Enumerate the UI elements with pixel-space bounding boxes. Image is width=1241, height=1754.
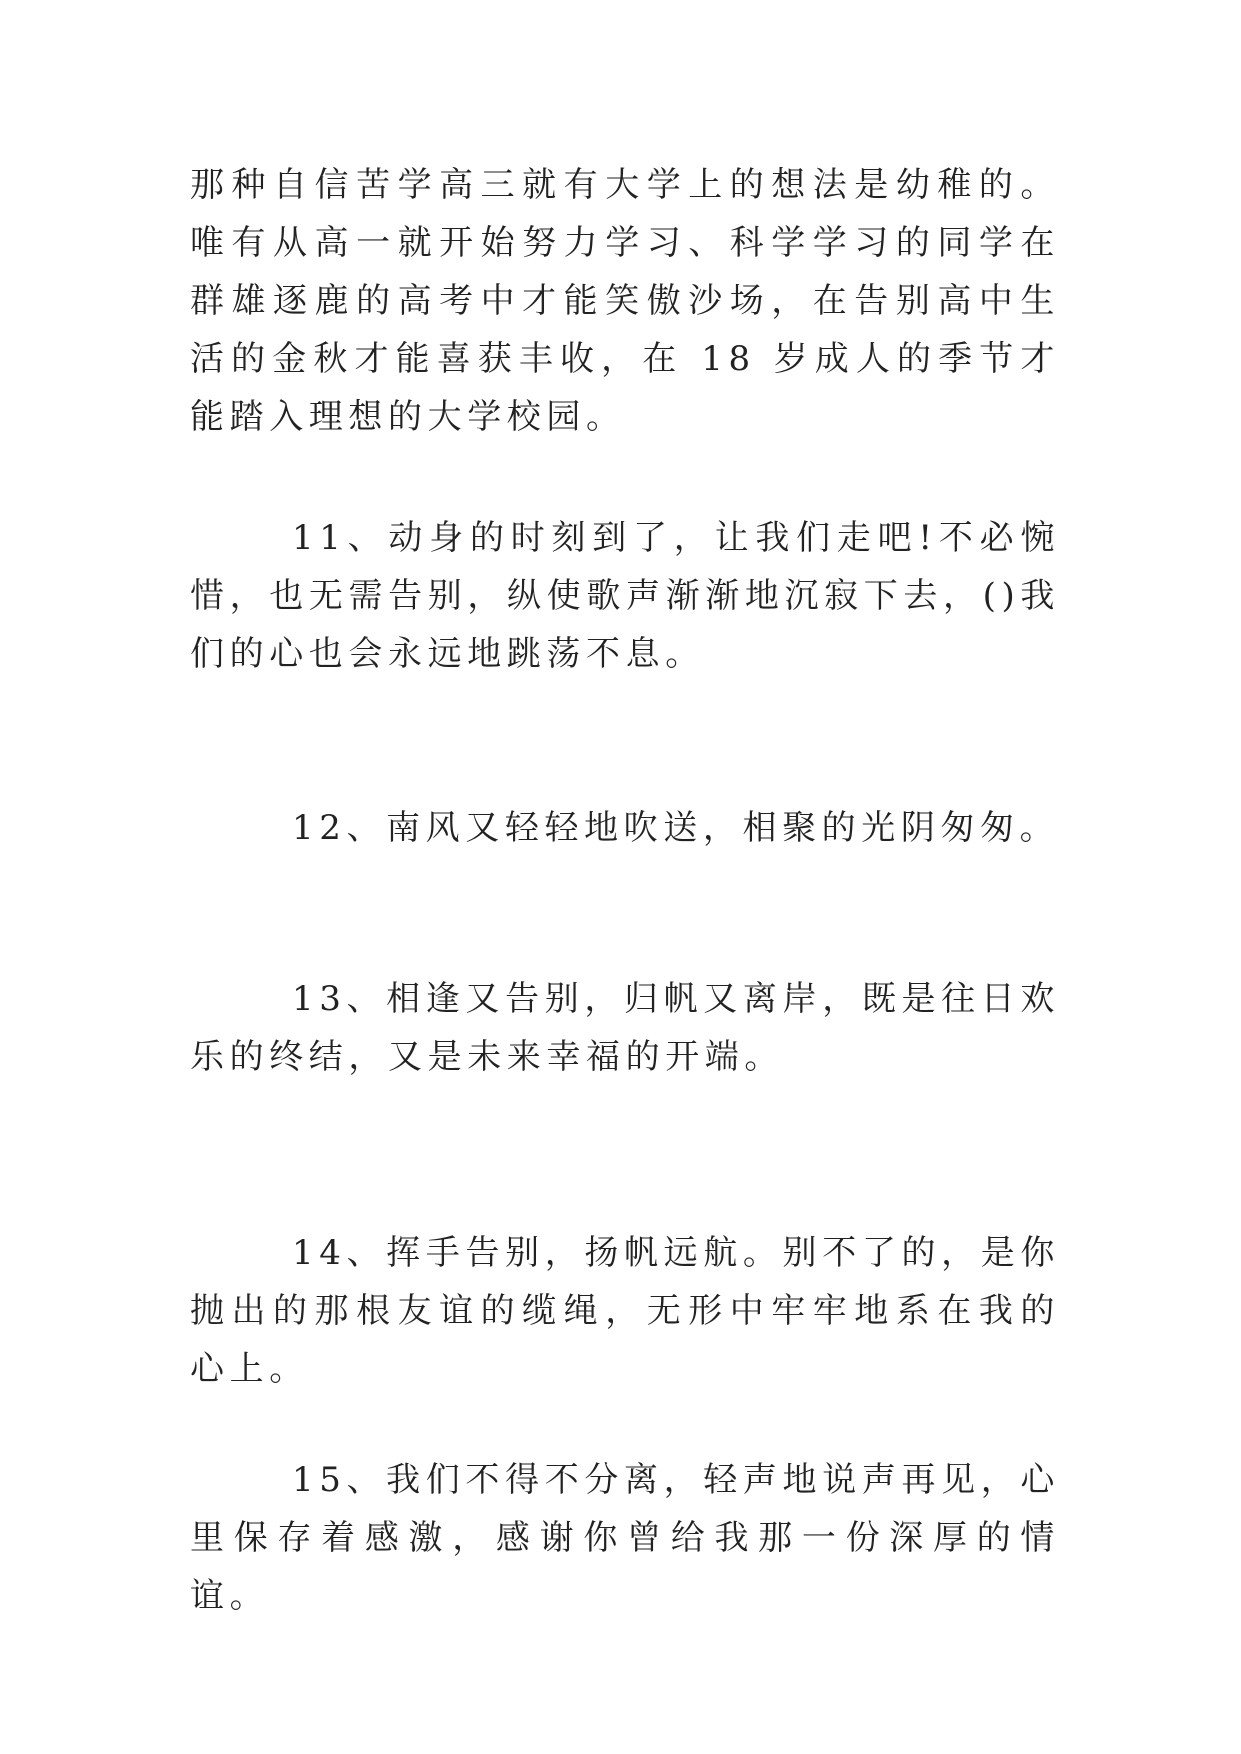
paragraph-item-14: 14、挥手告别，扬帆远航。别不了的，是你抛出的那根友谊的缆绳，无形中牢牢地系在我的心上。 bbox=[190, 1233, 1060, 1389]
paragraph-item-15: 15、我们不得不分离，轻声地说声再见，心里保存着感激，感谢你曾给我那一份深厚的情谊。 bbox=[190, 1460, 1060, 1616]
paragraph-item-12: 12、南风又轻轻地吹送，相聚的光阴匆匆。 bbox=[292, 808, 1060, 848]
paragraph-continuation: 那种自信苦学高三就有大学上的想法是幼稚的。唯有从高一就开始努力学习、科学学习的同学在群雄逐鹿的高考中才能笑傲沙场，在告别高中生活的金秋才能喜获丰收，在 18 岁成人的季节才能踏入理想的大学校园。 bbox=[190, 165, 1060, 437]
paragraph-item-11: 11、动身的时刻到了，让我们走吧!不必惋惜，也无需告别，纵使歌声渐渐地沉寂下去，()我们的心也会永远地跳荡不息。 bbox=[190, 518, 1060, 674]
paragraph-item-13: 13、相逢又告别，归帆又离岸，既是往日欢乐的终结，又是未来幸福的开端。 bbox=[190, 979, 1060, 1077]
